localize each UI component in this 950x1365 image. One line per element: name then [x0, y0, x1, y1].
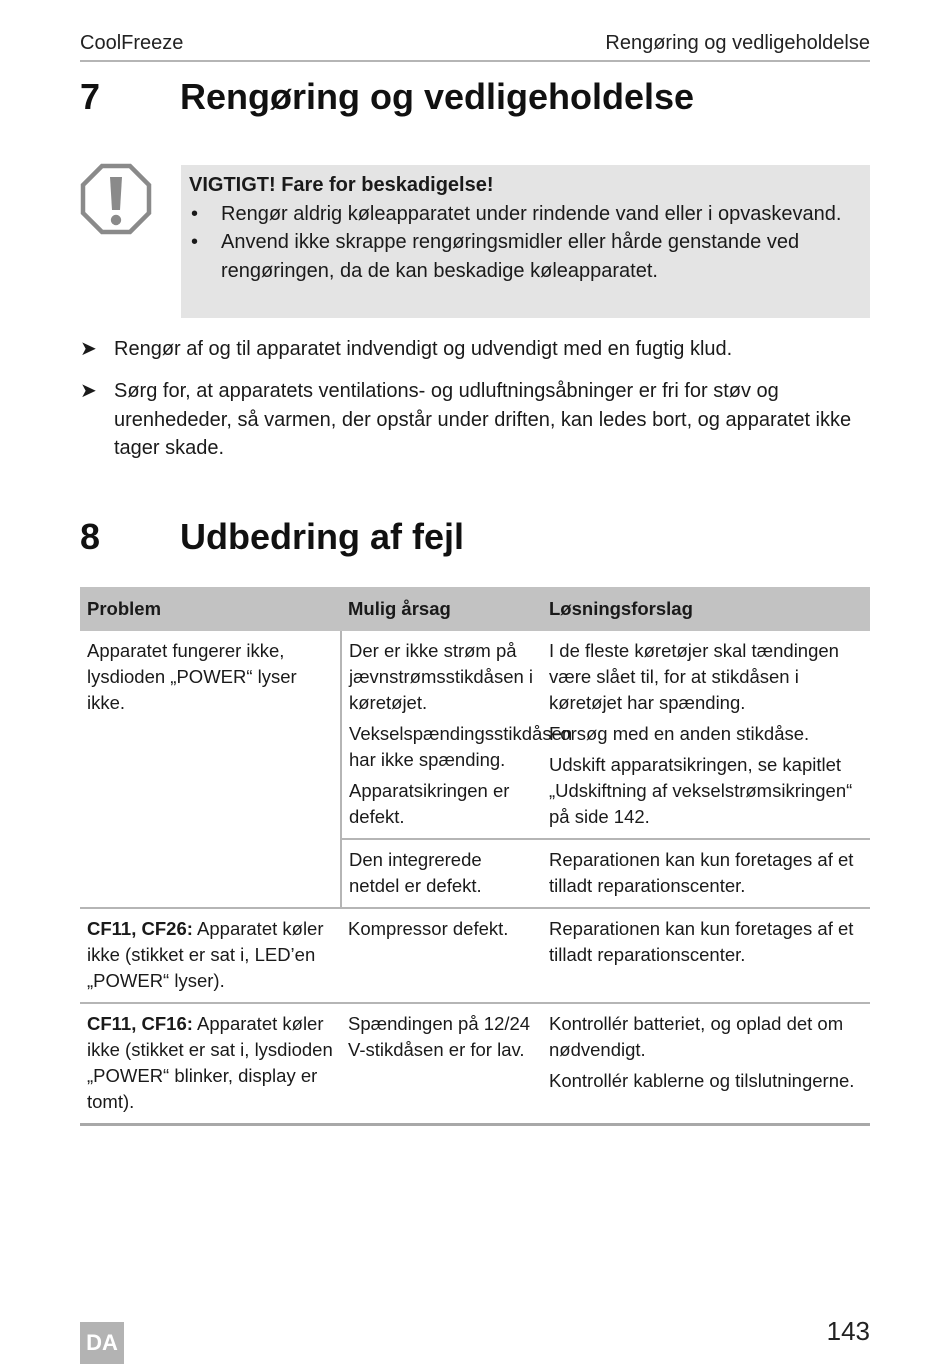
table-row	[80, 1003, 870, 1125]
instruction-text: Rengør af og til apparatet indvendigt og udvendigt med en fugtig klud.	[114, 338, 733, 360]
troubleshooting-table	[80, 587, 870, 1126]
solution-cell	[542, 908, 870, 1003]
problem-text	[87, 916, 334, 994]
model-label: CF11, CF26:	[87, 918, 193, 939]
warning-item-text: Rengør aldrig køleapparatet under rindende vand eller i opvaskevand.	[221, 202, 842, 225]
bullet: •	[191, 231, 199, 253]
solution-text: I de fleste køretøjer skal tændingen være slået til, for at stikdåsen i køretøjet har spænding.	[549, 640, 839, 713]
problem-description: Apparatet køler ikke (stikket er sat i, lysdioden „POWER“ blinker, display er tomt).	[87, 1013, 333, 1112]
cause-cell	[341, 1003, 542, 1125]
table-header-row	[80, 587, 870, 631]
cause-cell	[341, 631, 573, 839]
cause-text: Den integrerede netdel er defekt.	[349, 849, 482, 896]
section-8-title: Udbedring af fejl	[180, 516, 465, 557]
arrow-icon: ➤	[80, 380, 97, 402]
warning-title: VIGTIGT! Fare for beskadigelse!	[189, 174, 494, 196]
table-row	[80, 908, 870, 1003]
column-header-problem: Problem	[80, 587, 341, 631]
exclamation-octagon-icon	[80, 163, 152, 235]
model-label: CF11, CF16:	[87, 1013, 193, 1034]
solution-text: Kontrollér batteriet, og oplad det om nødvendigt.	[549, 1013, 844, 1060]
arrow-icon: ➤	[80, 338, 97, 360]
table-row	[80, 631, 870, 839]
header-chapter-name: Rengøring og vedligeholdelse	[605, 32, 870, 54]
instruction-text: Sørg for, at apparatets ventilations- og udluftningsåbninger er fri for støv og urenhededer, så varmen, der opstår under driften, kan ledes bort, og apparatet ikke tager skade.	[114, 380, 852, 459]
solution-text: Udskift apparatsikringen, se kapitlet „Udskiftning af vekselstrømsikringen“ på side 142.	[549, 754, 853, 827]
problem-cell	[80, 631, 341, 908]
section-7-title: Rengøring og vedligeholdelse	[180, 76, 695, 117]
header-product-name: CoolFreeze	[80, 32, 184, 54]
problem-cell	[80, 1003, 341, 1125]
cause-cell	[341, 839, 542, 908]
section-7-number: 7	[80, 76, 101, 117]
solution-cell	[542, 1003, 870, 1125]
column-header-cause: Mulig årsag	[341, 587, 542, 631]
instruction-step	[80, 377, 870, 463]
warning-list	[189, 200, 862, 286]
cause-text: Der er ikke strøm på jævnstrømsstikdåsen i køretøjet.	[349, 640, 534, 713]
warning-box	[181, 165, 870, 318]
bullet: •	[191, 202, 199, 225]
problem-text	[87, 1011, 334, 1115]
cause-text: Spændingen på 12/24 V-stikdåsen er for lav.	[348, 1013, 531, 1060]
cause-text: Apparatsikringen er defekt.	[349, 780, 510, 827]
cause-text: Vekselspændingsstikdåsen har ikke spænding.	[349, 723, 573, 770]
warning-item	[189, 200, 862, 229]
solution-text: Reparationen kan kun foretages af et tilladt reparationscenter.	[549, 849, 854, 896]
problem-text: Apparatet fungerer ikke, lysdioden „POWER“ lyser ikke.	[87, 640, 297, 713]
section-8-number: 8	[80, 516, 101, 557]
cause-cell	[341, 908, 542, 1003]
solution-cell	[542, 631, 870, 839]
problem-description: Apparatet køler ikke (stikket er sat i, LED’en „POWER“ lyser).	[87, 918, 324, 991]
problem-cell	[80, 908, 341, 1003]
warning-item-text: Anvend ikke skrappe rengøringsmidler eller hårde genstande ved rengøringen, da de kan beskadige køleapparatet.	[221, 231, 800, 282]
instruction-step	[80, 335, 870, 364]
cause-text: Kompressor defekt.	[348, 918, 509, 939]
column-header-solution: Løsningsforslag	[542, 587, 870, 631]
solution-text: Forsøg med en anden stikdåse.	[549, 723, 810, 744]
solution-text: Reparationen kan kun foretages af et tilladt reparationscenter.	[549, 918, 854, 965]
warning-item	[189, 228, 862, 285]
running-header	[80, 30, 870, 62]
solution-text: Kontrollér kablerne og tilslutningerne.	[549, 1070, 855, 1091]
solution-cell	[542, 839, 870, 908]
page-number: 143	[826, 1316, 870, 1346]
language-badge: DA	[80, 1322, 124, 1364]
